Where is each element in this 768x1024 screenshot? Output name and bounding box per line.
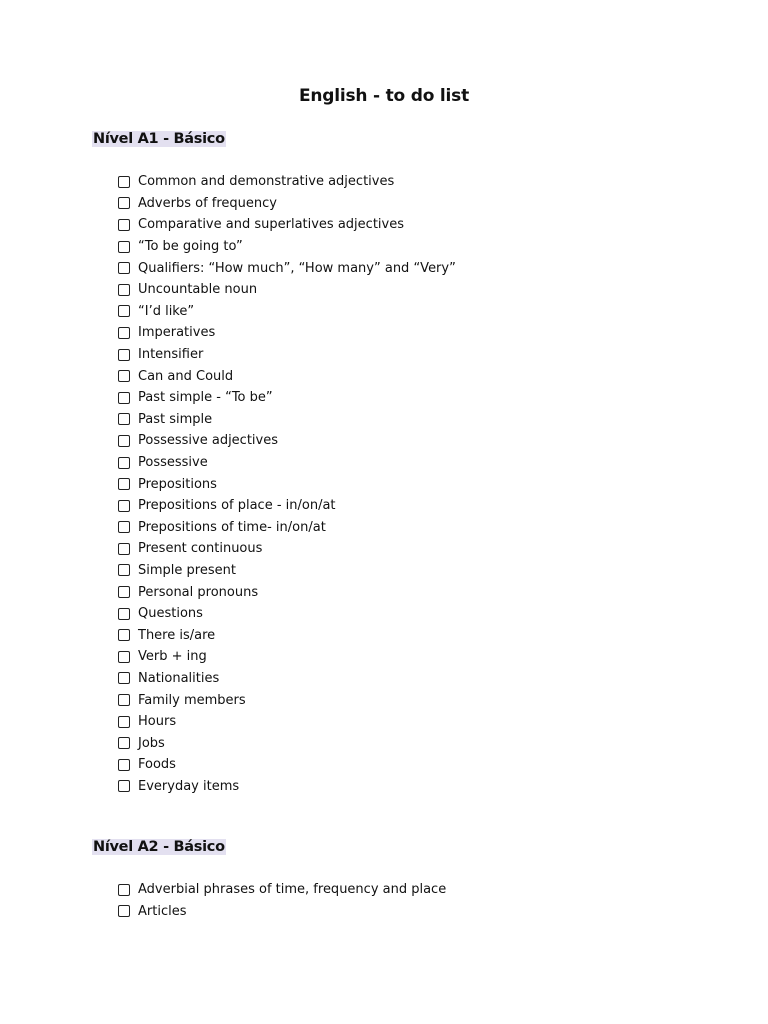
checklist-item-label: Common and demonstrative adjectives (138, 174, 395, 190)
checklist-item-label: Past simple (138, 411, 213, 427)
checkbox-icon[interactable] (118, 521, 130, 533)
checklist-item (118, 344, 456, 366)
checklist-item (118, 430, 456, 452)
checklist-item (118, 668, 456, 690)
checklist-item (118, 560, 456, 582)
checklist-item-label: “To be going to” (138, 239, 243, 255)
checklist-item (118, 495, 456, 517)
checklist-item-label: Everyday items (138, 778, 240, 794)
checklist-item (118, 689, 456, 711)
checkbox-icon[interactable] (118, 413, 130, 425)
checklist-item (118, 538, 456, 560)
checklist-item-label: Prepositions (138, 476, 217, 492)
checklist-item (118, 879, 446, 901)
checklist-item (118, 711, 456, 733)
checkbox-icon[interactable] (118, 543, 130, 555)
checkbox-icon[interactable] (118, 884, 130, 896)
checklist-item-label: Possessive (138, 455, 208, 471)
checkbox-icon[interactable] (118, 500, 130, 512)
checklist-item (118, 193, 456, 215)
checklist-item-label: Questions (138, 606, 203, 622)
checklist-item-label: Personal pronouns (138, 584, 259, 600)
checklist-item (118, 365, 456, 387)
checkbox-icon[interactable] (118, 305, 130, 317)
checklist-item (118, 452, 456, 474)
checkbox-icon[interactable] (118, 672, 130, 684)
checklist-a2 (118, 879, 446, 922)
checkbox-icon[interactable] (118, 478, 130, 490)
checklist-item (118, 301, 456, 323)
checkbox-icon[interactable] (118, 651, 130, 663)
checklist-item-label: Jobs (138, 735, 165, 751)
checkbox-icon[interactable] (118, 284, 130, 296)
checkbox-icon[interactable] (118, 370, 130, 382)
checklist-item-label: Present continuous (138, 541, 263, 557)
checklist-item-label: There is/are (138, 627, 216, 643)
checkbox-icon[interactable] (118, 586, 130, 598)
checkbox-icon[interactable] (118, 737, 130, 749)
checklist-item (118, 409, 456, 431)
checkbox-icon[interactable] (118, 176, 130, 188)
checkbox-icon[interactable] (118, 905, 130, 917)
checkbox-icon[interactable] (118, 716, 130, 728)
checklist-item (118, 279, 456, 301)
checklist-item-label: Imperatives (138, 325, 216, 341)
checkbox-icon[interactable] (118, 608, 130, 620)
section-heading-a2-text: Nível A2 - Básico (93, 839, 225, 855)
checklist-item-label: Nationalities (138, 670, 220, 686)
checkbox-icon[interactable] (118, 759, 130, 771)
checklist-item (118, 214, 456, 236)
checkbox-icon[interactable] (118, 327, 130, 339)
checklist-item-label: Articles (138, 903, 187, 919)
checklist-item (118, 732, 456, 754)
checklist-item (118, 646, 456, 668)
checklist-item-label: Adverbs of frequency (138, 195, 277, 211)
checklist-item-label: Simple present (138, 562, 236, 578)
checklist-item-label: Adverbial phrases of time, frequency and place (138, 882, 447, 898)
checkbox-icon[interactable] (118, 780, 130, 792)
checkbox-icon[interactable] (118, 629, 130, 641)
checklist-item (118, 517, 456, 539)
checkbox-icon[interactable] (118, 564, 130, 576)
checkbox-icon[interactable] (118, 392, 130, 404)
section-heading-a2 (92, 837, 226, 857)
checklist-item-label: Intensifier (138, 347, 204, 363)
checklist-item-label: Can and Could (138, 368, 234, 384)
checklist-item (118, 624, 456, 646)
section-heading-a1-text: Nível A1 - Básico (93, 131, 225, 147)
checkbox-icon[interactable] (118, 435, 130, 447)
checklist-item-label: Past simple - “To be” (138, 390, 273, 406)
page-title: English - to do list (298, 86, 470, 106)
checkbox-icon[interactable] (118, 197, 130, 209)
checklist-item (118, 754, 456, 776)
checklist-item (118, 776, 456, 798)
checklist-item-label: Verb + ing (138, 649, 207, 665)
checklist-item-label: Qualifiers: “How much”, “How many” and “Very” (138, 260, 456, 276)
checklist-item (118, 322, 456, 344)
checklist-item (118, 387, 456, 409)
checklist-item (118, 236, 456, 258)
checkbox-icon[interactable] (118, 219, 130, 231)
checklist-item-label: Foods (138, 757, 176, 773)
checkbox-icon[interactable] (118, 457, 130, 469)
checklist-item-label: Comparative and superlatives adjectives (138, 217, 404, 233)
section-heading-a1 (92, 129, 226, 149)
checklist-a1 (118, 171, 456, 797)
checklist-item-label: Possessive adjectives (138, 433, 279, 449)
checkbox-icon[interactable] (118, 694, 130, 706)
checkbox-icon[interactable] (118, 241, 130, 253)
checklist-item (118, 581, 456, 603)
checklist-item-label: “I’d like” (138, 303, 195, 319)
checklist-item-label: Family members (138, 692, 246, 708)
checklist-item-label: Prepositions of time- in/on/at (138, 519, 326, 535)
checkbox-icon[interactable] (118, 349, 130, 361)
checklist-item (118, 603, 456, 625)
checklist-item (118, 257, 456, 279)
checklist-item-label: Prepositions of place - in/on/at (138, 498, 336, 514)
checklist-item-label: Uncountable noun (138, 282, 258, 298)
checklist-item (118, 901, 446, 923)
checklist-item-label: Hours (138, 714, 177, 730)
checkbox-icon[interactable] (118, 262, 130, 274)
checklist-item (118, 473, 456, 495)
checklist-item (118, 171, 456, 193)
